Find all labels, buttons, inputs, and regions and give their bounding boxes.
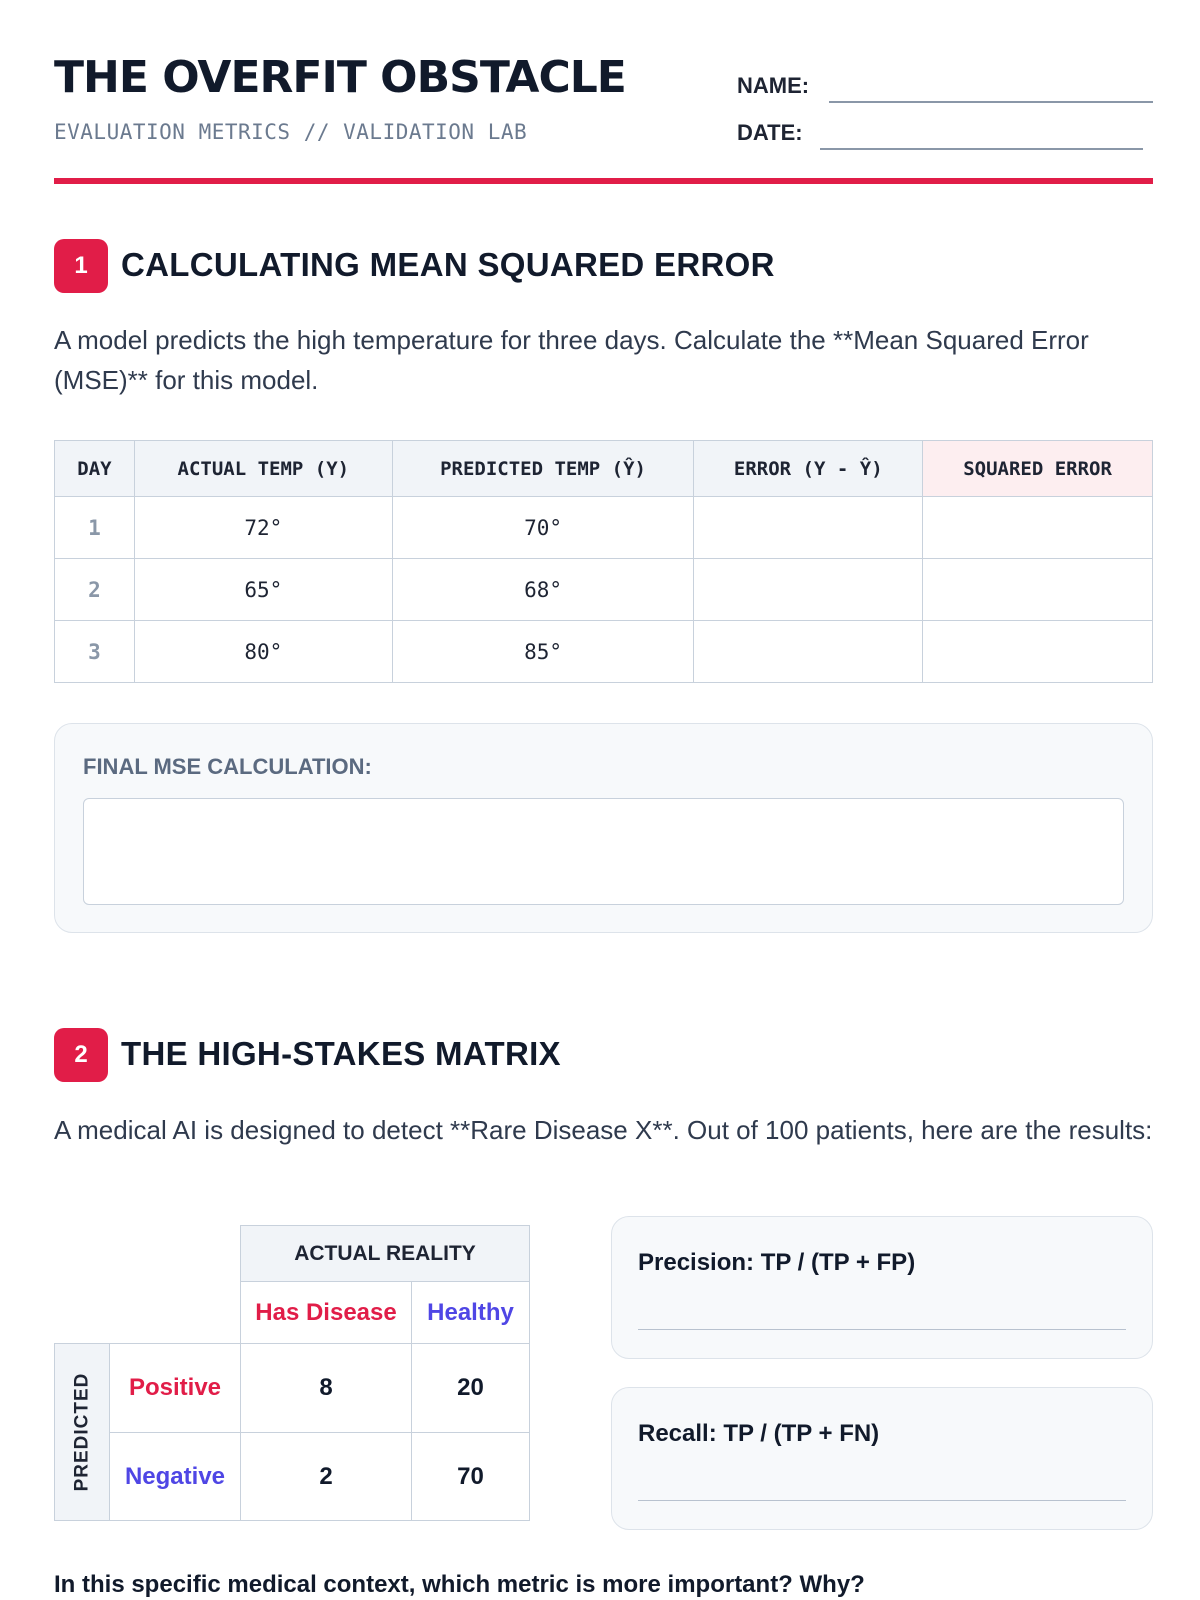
actual-cell: 80° (134, 621, 392, 683)
false-negative-cell: 2 (240, 1432, 412, 1521)
precision-answer-line[interactable] (638, 1329, 1126, 1330)
error-answer-cell[interactable] (694, 559, 923, 621)
col-day: DAY (55, 441, 135, 497)
final-mse-label: FINAL MSE CALCULATION: (83, 754, 372, 779)
predicted-positive-label: Positive (109, 1343, 241, 1433)
predicted-cell: 85° (392, 621, 694, 683)
mse-table-header (55, 441, 1153, 497)
recall-answer-line[interactable] (638, 1500, 1126, 1501)
actual-cell: 65° (134, 559, 392, 621)
false-positive-cell: 20 (411, 1343, 530, 1433)
actual-has-disease-label: Has Disease (240, 1281, 412, 1344)
date-label: DATE: (737, 120, 803, 145)
section-1-badge: 1 (54, 239, 108, 293)
col-error: ERROR (Y - Ŷ) (694, 441, 923, 497)
day-cell: 2 (55, 559, 135, 621)
mse-table (54, 440, 1153, 683)
col-predicted: PREDICTED TEMP (Ŷ) (392, 441, 694, 497)
final-mse-panel (54, 723, 1153, 933)
predicted-cell: 70° (392, 497, 694, 559)
true-positive-cell: 8 (240, 1343, 412, 1433)
section-2-prompt: A medical AI is designed to detect **Rare Disease X**. Out of 100 patients, here are the results: (54, 1115, 1153, 1145)
squared-error-answer-cell[interactable] (923, 559, 1153, 621)
col-squared-error: SQUARED ERROR (923, 441, 1153, 497)
table-row (55, 621, 1153, 683)
squared-error-answer-cell[interactable] (923, 621, 1153, 683)
actual-cell: 72° (134, 497, 392, 559)
squared-error-answer-cell[interactable] (923, 497, 1153, 559)
section-2-title: THE HIGH-STAKES MATRIX (121, 1035, 561, 1072)
date-field[interactable] (820, 148, 1143, 150)
precision-label: Precision: TP / (TP + FP) (638, 1249, 916, 1276)
table-row (55, 497, 1153, 559)
name-label: NAME: (737, 73, 810, 98)
actual-reality-header: ACTUAL REALITY (240, 1225, 530, 1282)
day-cell: 1 (55, 497, 135, 559)
recall-label: Recall: TP / (TP + FN) (638, 1420, 880, 1447)
precision-panel (611, 1216, 1153, 1359)
final-mse-answer-box[interactable] (83, 798, 1124, 905)
section-1-title: CALCULATING MEAN SQUARED ERROR (121, 246, 775, 283)
error-answer-cell[interactable] (694, 621, 923, 683)
day-cell: 3 (55, 621, 135, 683)
section-2-badge: 2 (54, 1028, 108, 1082)
worksheet-subtitle: EVALUATION METRICS // VALIDATION LAB (54, 120, 528, 144)
table-row (55, 559, 1153, 621)
header-divider (54, 178, 1153, 184)
recall-panel (611, 1387, 1153, 1530)
actual-healthy-label: Healthy (411, 1281, 530, 1344)
worksheet-title: THE OVERFIT OBSTACLE (54, 52, 626, 103)
predicted-side-label: PREDICTED (71, 1372, 93, 1492)
col-actual: ACTUAL TEMP (Y) (134, 441, 392, 497)
predicted-cell: 68° (392, 559, 694, 621)
true-negative-cell: 70 (411, 1432, 530, 1521)
predicted-side-header (54, 1343, 110, 1521)
name-field[interactable] (829, 101, 1153, 103)
discussion-question: In this specific medical context, which metric is more important? Why? (54, 1571, 865, 1598)
section-1-prompt: A model predicts the high temperature for three days. Calculate the **Mean Squared Error (MSE)** for this model. (54, 325, 1089, 395)
error-answer-cell[interactable] (694, 497, 923, 559)
predicted-negative-label: Negative (109, 1432, 241, 1521)
